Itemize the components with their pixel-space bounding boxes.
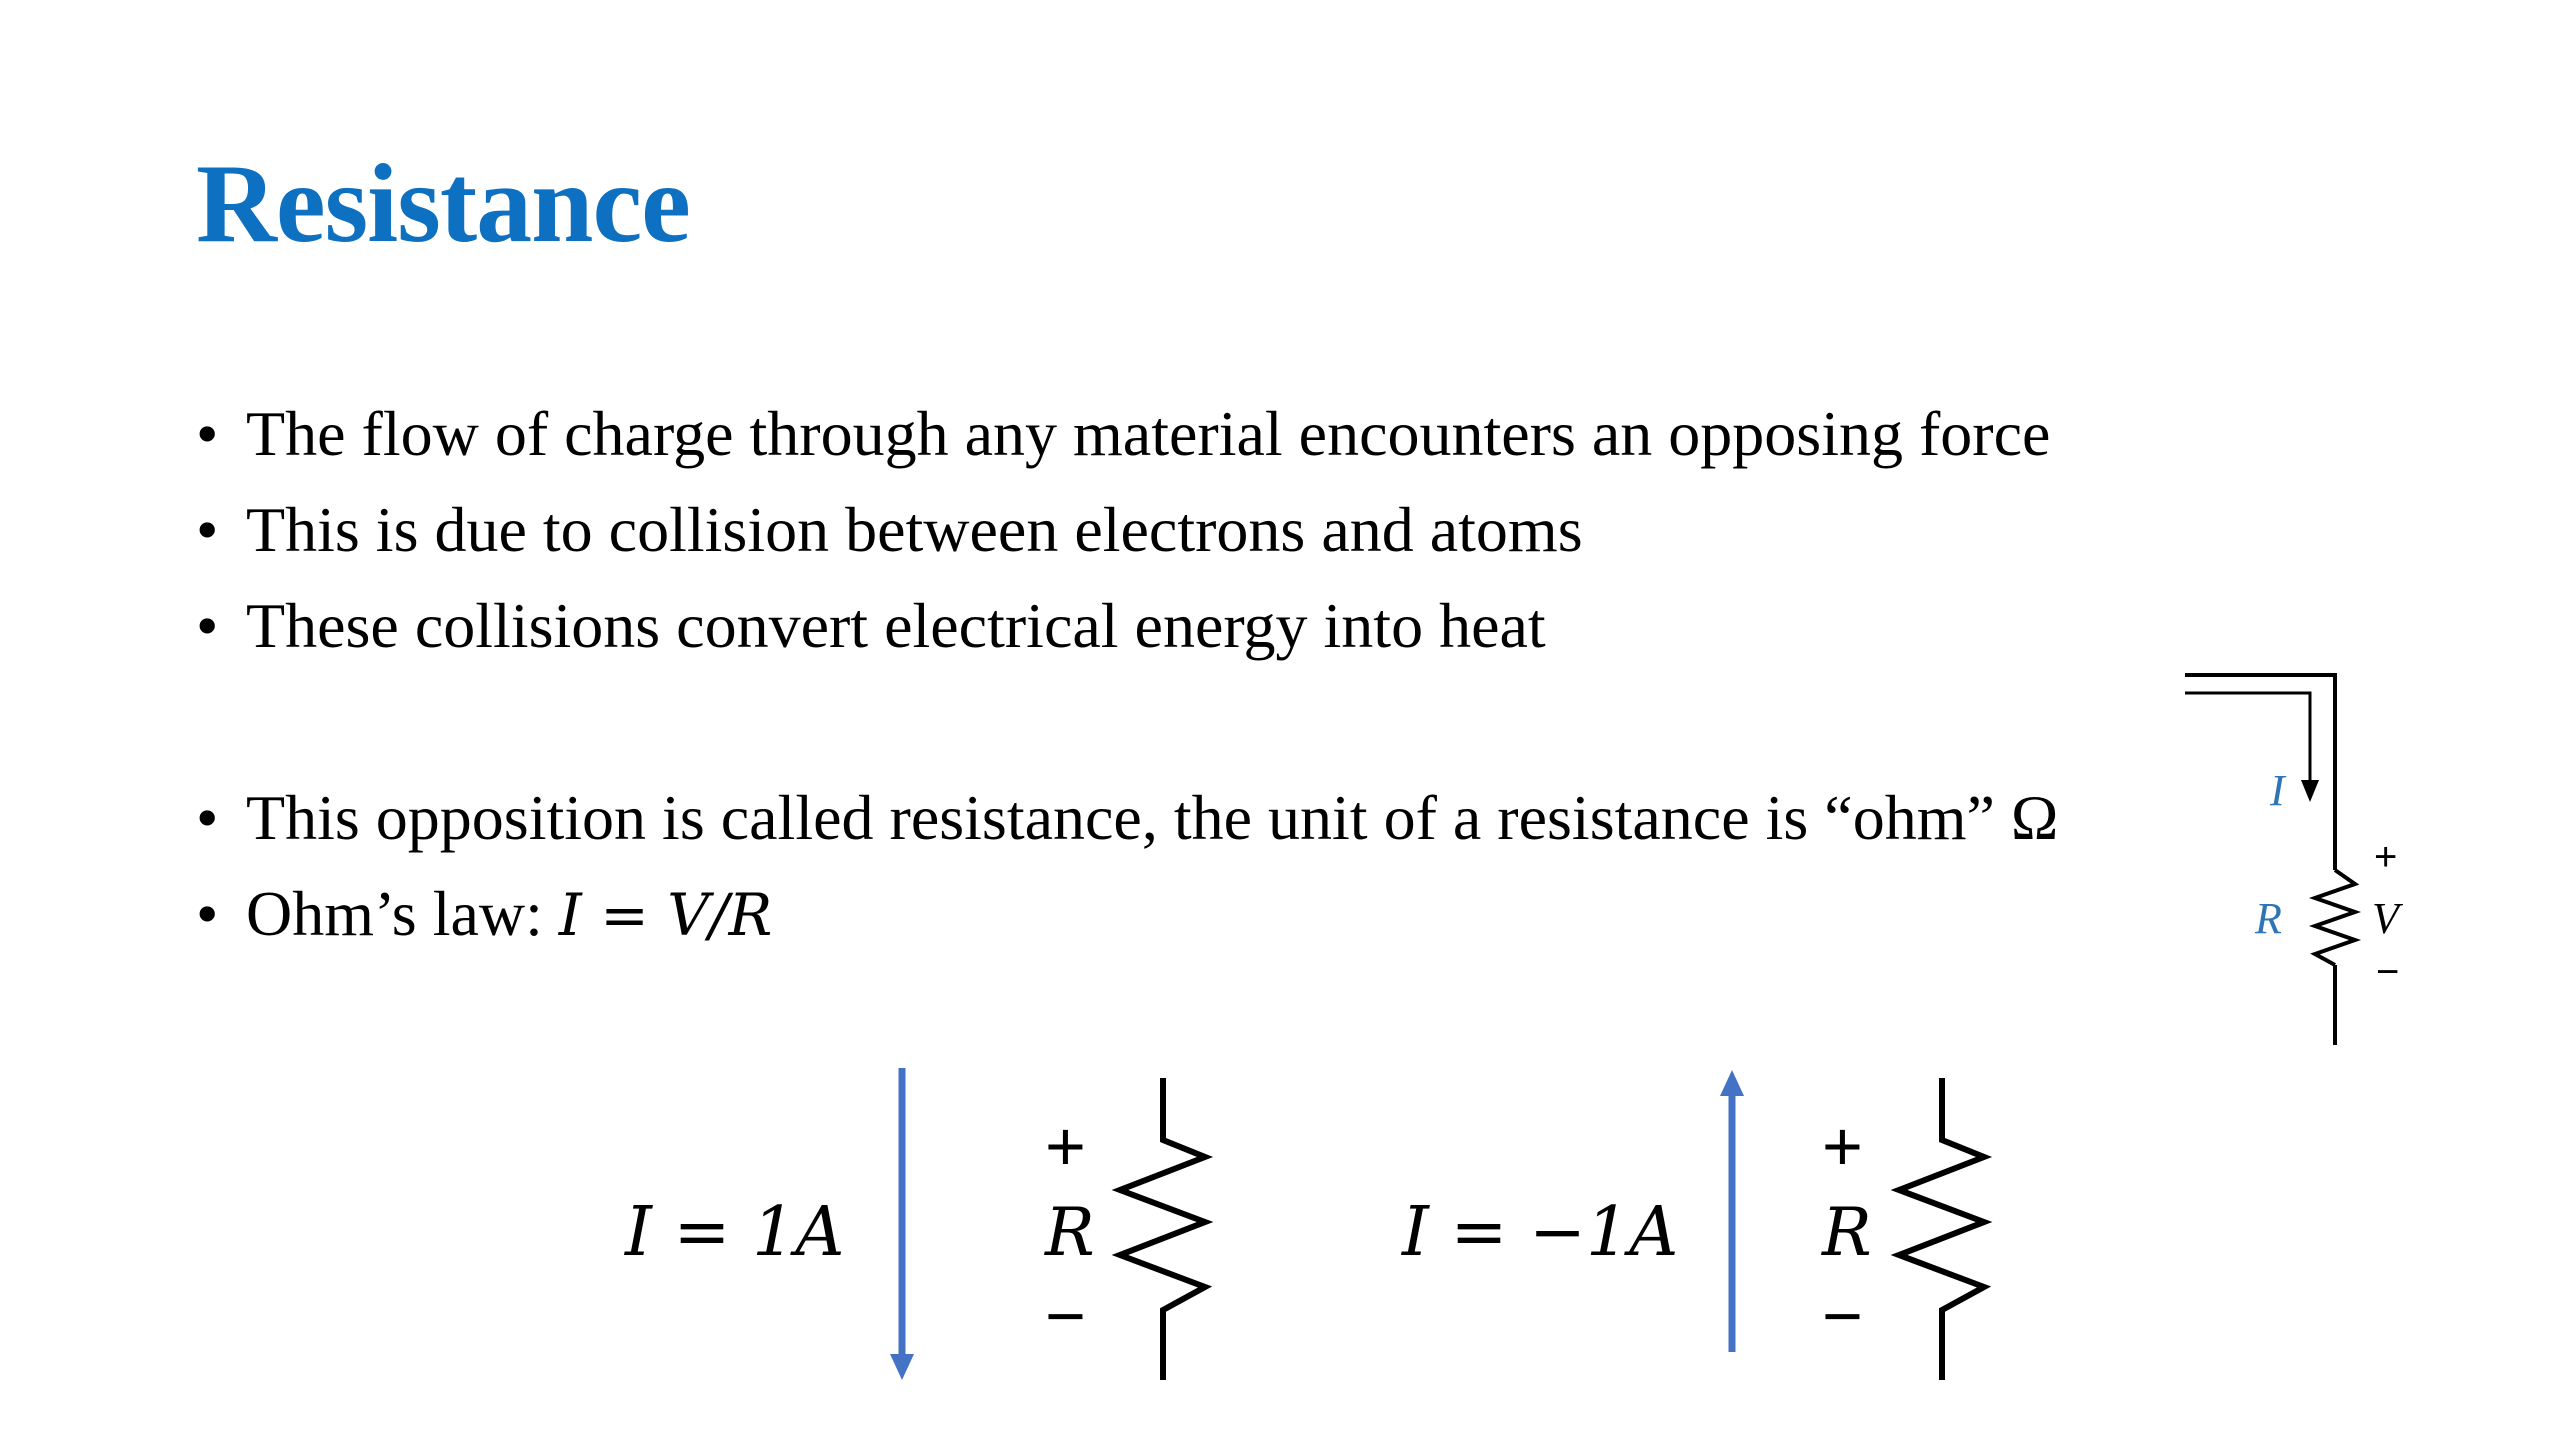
- left-resistor-label: R: [1045, 1194, 1095, 1271]
- right-resistor-label: R: [1822, 1194, 1872, 1271]
- bullet-item: • This is due to collision between electrons and atoms: [196, 482, 2058, 578]
- ohms-law-formula: I = V/R: [558, 881, 773, 949]
- example-left: [623, 1068, 1205, 1380]
- right-resistor-symbol: [1899, 1078, 1984, 1380]
- corner-plus-sign: +: [2374, 835, 2398, 879]
- bullet-item: • The flow of charge through any material encounters an opposing force: [196, 386, 2058, 482]
- left-current-arrowhead: [890, 1354, 914, 1380]
- bullet-item: • These collisions convert electrical energy into heat: [196, 578, 2058, 674]
- corner-voltage-label: V: [2372, 894, 2399, 943]
- ohms-law-label: Ohm’s law:: [246, 878, 559, 949]
- corner-current-arrowhead: [2301, 780, 2319, 802]
- corner-wire-outer: [2185, 675, 2335, 870]
- slide-title: Resistance: [196, 142, 690, 266]
- corner-current-label: I: [2270, 766, 2285, 815]
- right-plus-sign: +: [1822, 1107, 1863, 1185]
- left-equation: I = 1A: [625, 1193, 845, 1272]
- bullet-item: • This opposition is called resistance, the unit of a resistance is “ohm” Ω: [196, 770, 2058, 866]
- left-resistor-symbol: [1120, 1078, 1205, 1380]
- corner-minus-sign: −: [2376, 950, 2400, 994]
- left-plus-sign: +: [1045, 1107, 1086, 1185]
- corner-current-arrow-line: [2185, 693, 2310, 785]
- right-equation: I = −1A: [1402, 1193, 1679, 1272]
- example-right: [1400, 1070, 1984, 1380]
- corner-circuit-diagram: [2185, 675, 2404, 1045]
- corner-resistor-zigzag: [2315, 870, 2355, 965]
- right-current-arrowhead: [1720, 1070, 1744, 1096]
- right-minus-sign: −: [1822, 1277, 1863, 1355]
- corner-resistor-label: R: [2255, 894, 2282, 943]
- left-minus-sign: −: [1045, 1277, 1086, 1355]
